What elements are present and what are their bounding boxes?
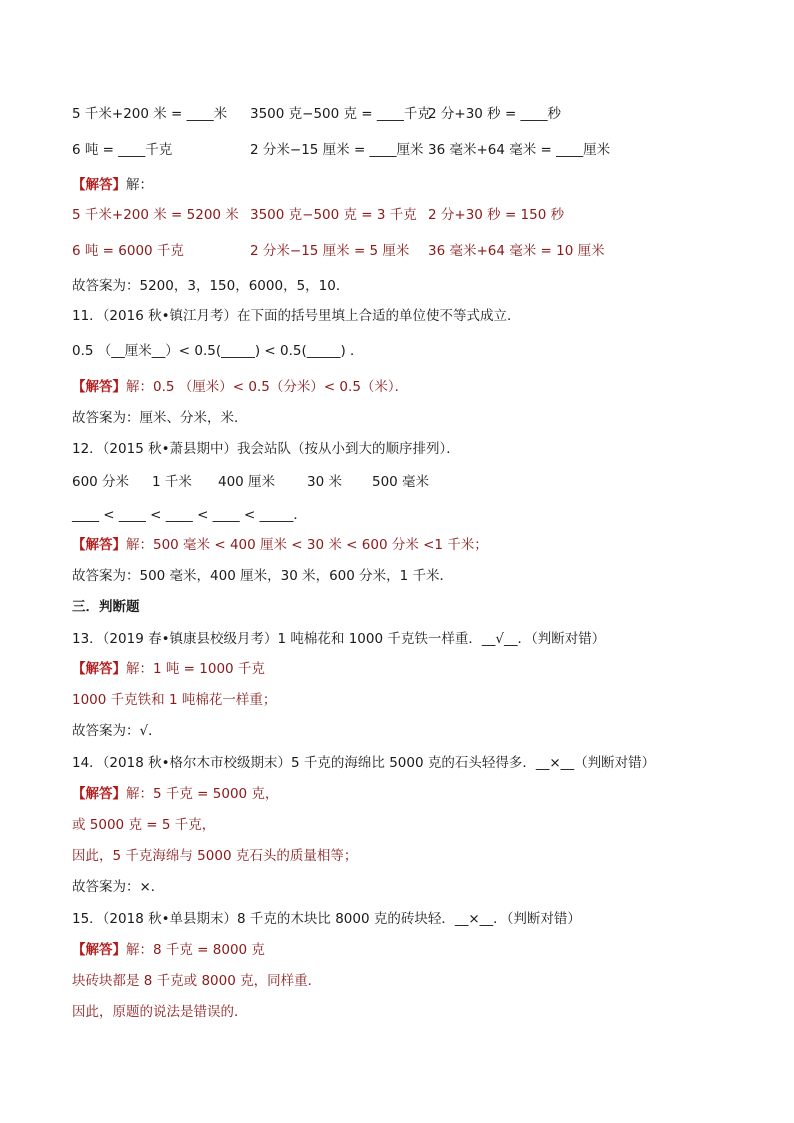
q15-title: 15．（2018 秋•单县期末）8 千克的木块比 8000 克的砖块轻．__×__．（判断对错） <box>72 911 581 927</box>
q14-title: 14．（2018 秋•格尔木市校级期末）5 千克的海绵比 5000 克的石头轻得多．__×__（判断对错） <box>72 755 656 771</box>
q10-row1-col2: 3500 克−500 克 = ____千克 <box>250 106 431 122</box>
q10-row1-col1: 5 千米+200 米 = ____米 <box>72 106 228 122</box>
q12-answer <box>72 535 488 555</box>
answer-lead: 解： <box>126 177 153 193</box>
q10-row2-col2: 2 分米−15 厘米 = ____厘米 <box>250 142 424 158</box>
answer-text: 解：0.5 （厘米）< 0.5（分米）< 0.5（米）． <box>126 379 409 395</box>
q13-answer <box>72 659 265 679</box>
q14-answer <box>72 784 278 804</box>
section-heading: 三．判断题 <box>72 599 140 615</box>
q11-title: 11．（2016 秋•镇江月考）在下面的括号里填上合适的单位使不等式成立． <box>72 308 521 324</box>
q12-title: 12．（2015 秋•萧县期中）我会站队（按从小到大的顺序排列）． <box>72 441 460 457</box>
q10-final-answer: 故答案为：5200，3，150，6000，5，10． <box>72 278 350 294</box>
answer-tag: 【解答】 <box>72 379 126 395</box>
q15-explanation-2: 因此，原题的说法是错误的． <box>72 1004 248 1020</box>
q10-answer-row1-col2: 3500 克−500 克 = 3 千克 <box>250 207 417 223</box>
q12-item-5: 500 毫米 <box>372 474 430 490</box>
answer-tag: 【解答】 <box>72 786 126 802</box>
q13-final-answer: 故答案为：√． <box>72 723 162 739</box>
q15-answer <box>72 940 265 960</box>
answer-tag: 【解答】 <box>72 177 126 193</box>
q10-answer-row2-col1: 6 吨 = 6000 千克 <box>72 243 184 259</box>
q10-answer-label <box>72 175 153 195</box>
q12-item-1: 600 分米 <box>72 474 130 490</box>
q10-answer-row2-col2: 2 分米−15 厘米 = 5 厘米 <box>250 243 410 259</box>
q10-answer-row2-col3: 36 毫米+64 毫米 = 10 厘米 <box>428 243 605 259</box>
answer-tag: 【解答】 <box>72 537 126 553</box>
q14-explanation-2: 因此，5 千克海绵与 5000 克石头的质量相等； <box>72 848 358 864</box>
q14-explanation-1: 或 5000 克 = 5 千克， <box>72 817 216 833</box>
q11-final-answer: 故答案为：厘米、分米，米． <box>72 410 248 426</box>
q13-explanation: 1000 千克铁和 1 吨棉花一样重； <box>72 692 277 708</box>
q10-answer-row1-col3: 2 分+30 秒 = 150 秒 <box>428 207 565 223</box>
q11-answer <box>72 377 408 397</box>
q15-explanation-1: 块砖块都是 8 千克或 8000 克，同样重． <box>72 973 322 989</box>
q12-final-answer: 故答案为：500 毫米，400 厘米，30 米，600 分米，1 千米． <box>72 568 454 584</box>
q12-item-4: 30 米 <box>307 474 342 490</box>
answer-text: 解：500 毫米 < 400 厘米 < 30 米 < 600 分米 <1 千米； <box>126 537 488 553</box>
q12-item-2: 1 千米 <box>152 474 192 490</box>
q12-item-3: 400 厘米 <box>218 474 276 490</box>
q10-row2-col1: 6 吨 = ____千克 <box>72 142 173 158</box>
answer-text: 解：8 千克 = 8000 克 <box>126 942 265 958</box>
answer-tag: 【解答】 <box>72 661 126 677</box>
answer-text: 解：1 吨 = 1000 千克 <box>126 661 265 677</box>
q10-row1-col3: 2 分+30 秒 = ____秒 <box>428 106 562 122</box>
answer-text: 解：5 千克 = 5000 克， <box>126 786 279 802</box>
answer-tag: 【解答】 <box>72 942 126 958</box>
q14-final-answer: 故答案为：×． <box>72 879 165 895</box>
q12-blank: ____ < ____ < ____ < ____ < _____． <box>72 507 307 523</box>
q13-title: 13．（2019 春•镇康县校级月考）1 吨棉花和 1000 千克铁一样重．__√__．（判断对错） <box>72 631 606 647</box>
q11-blank: 0.5 （__厘米__）< 0.5(_____) < 0.5(_____) ． <box>72 343 364 359</box>
q10-row2-col3: 36 毫米+64 毫米 = ____厘米 <box>428 142 611 158</box>
q10-answer-row1-col1: 5 千米+200 米 = 5200 米 <box>72 207 239 223</box>
